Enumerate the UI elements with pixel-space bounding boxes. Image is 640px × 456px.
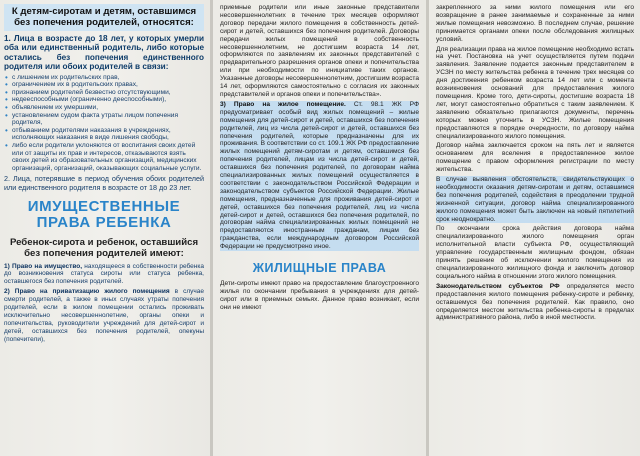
band-title: К детям-сиротам и детям, оставшимся без попечения родителей, относятся: xyxy=(11,6,197,28)
right-3-lead: 3) Право на жилое помещение. xyxy=(220,100,346,108)
property-rights-subheading: Ребенок-сирота и ребенок, оставшийся без попечения родителей имеют: xyxy=(9,236,199,259)
list-item: • отбыванием родителями наказания в учреждениях, исполняющих наказания в виде лишения свободы, xyxy=(4,127,204,142)
right-2-lead: 2) Право на приватизацию жилого помещения xyxy=(4,288,170,296)
item-1-text: 1. Лица в возрасте до 18 лет, у которых умерли оба или единственный родитель, либо которые остались без попечения единственного родителя или обоих родителей в связи: xyxy=(4,34,204,72)
paragraph: Для реализации права на жилое помещение необходимо встать на учет. Постановка на учет осуществляется путем подачи заявления. Заявление подается законным представителем в УСЗН по месту жительства ребенка в течение трех месяцев со дня достижения ребенком возраста 14 лет или с момента возникновения оснований для предоставления жилого помещения. Кроме того, дети-сироты, достигшие возраста 18 лет, могут самостоятельно обратиться с таким заявлением. К заявлению обязательно прилагаются документы, перечень которых можно уточнить в УСЗН. Жилые помещения предоставляются в порядке очередности, по договору найма специализированного жилого помещения. xyxy=(436,45,634,140)
paragraph: Договор найма заключается сроком на пять лет и является основанием для вселения в предоставленное жилое помещение с правом оформления регистрации по месту жительства. xyxy=(436,142,634,174)
right-2 xyxy=(4,288,204,343)
right-panel xyxy=(429,0,640,456)
property-rights-heading: ИМУЩЕСТВЕННЫЕ ПРАВА РЕБЕНКА xyxy=(27,197,181,231)
privatization-continued: приемные родители или иные законные представители несовершеннолетних в течение трех месяцев оформляют договор передачи жилого помещения в собственность детей-сирот и детей, оставшихся без попечения родителей. Договоры передачи жилых помещений в собственность несовершеннолетним, не достигшим возраста 14 лет, оформляются по заявлениям их законных представителей с предварительного разрешения органов опеки и попечительства или при необходимости по инициативе таких органов. Указанные договоры несовершеннолетним, достигшим возраста 14 лет, оформляются самостоятельно с согласия их законных представителей и органов опеки и попечительства». xyxy=(220,4,419,98)
right-3 xyxy=(220,101,419,251)
housing-rights-heading: ЖИЛИЩНЫЕ ПРАВА xyxy=(252,261,387,276)
left-panel xyxy=(0,0,210,456)
list-item: • либо если родители уклоняются от воспитания своих детей или от защиты их прав и интересов, отказываются взять своих детей из образовательных организаций, медицинских организаций, организаций, оказывающих социальные услуги. xyxy=(4,142,204,172)
para-6-lead: Законодательством субъектов РФ xyxy=(436,282,560,290)
list-item: • с лишением их родительских прав, xyxy=(4,74,204,82)
right-3-text: Ст. 98.1 ЖК РФ предусматривает особый вид жилых помещений – жилые помещения для детей-сирот и детей, оставшихся без попечения родителей, лиц из числа детей-сирот и детей, оставшихся без попечения родителей, которые предназначены для их проживания. В соответствии со ст. 109.1 ЖК РФ предоставление жилых помещений детям-сиротам и детям, оставшимся без попечения родителей, лицам из числа детей-сирот и детей, оставшихся без попечения родителей, по договорам найма специализированных жилых помещений осуществляется в соответствии с законодательством Российской Федерации и законодательством субъектов Российской Федерации. Жилые помещения, предназначенные для проживания детей-сирот и детей, оставшихся без попечения родителей, лиц из числа детей-сирот и детей, оставшихся без попечения родителей, по договорам найма специализированных жилых помещений не предоставляются иностранным гражданам, лицам без гражданства, если международным договором Российской Федерации не предусмотрено иное. xyxy=(220,100,419,251)
list-item: • установлением судом факта утраты лицом попечения родителя, xyxy=(4,112,204,127)
right-2-text: в случае смерти родителей, а также в иных случаях утраты попечения родителей, если в жилом помещении остались проживать исключительно несовершеннолетние, органы опеки и попечительства, руководители учреждений для детей-сирот и детей, оставшихся без попечения родителей, опекуны (попечители), xyxy=(4,288,204,343)
list-item: • ограничением их в родительских правах, xyxy=(4,81,204,89)
list-item: • объявлением их умершими, xyxy=(4,104,204,112)
housing-rights-text: Дети-сироты имеют право на предоставление благоустроенного жилья по окончании пребывания в учреждениях для детей-сирот или в приемных семьях. Данное право возникает, если они не имеют xyxy=(220,280,419,311)
list-item: • недееспособными (ограниченно дееспособными), xyxy=(4,96,204,104)
paragraph: В случае выявления обстоятельств, свидетельствующих о необходимости оказания детям-сиротам и детям, оставшимся без попечения родителей, содействия в преодолении трудной жизненной ситуации, договор найма специализированного жилого помещения может быть заключен на новый пятилетний срок неоднократно. xyxy=(436,176,634,223)
paragraph xyxy=(436,283,634,323)
reasons-list xyxy=(4,74,204,173)
right-1 xyxy=(4,263,204,287)
item-1 xyxy=(4,34,204,72)
paragraph: закрепленного за ними жилого помещения или его возвращение в ранее занимаемые и сохраненные за ними жилые помещения невозможно. В последнем случае, решение принимается органами опеки после обследования жилищных условий. xyxy=(436,4,634,43)
middle-panel xyxy=(213,0,426,456)
paragraph: По окончании срока действия договора найма специализированного жилого помещения орган исполнительной власти субъекта РФ, осуществляющий управление государственным жилищным фондом, обязан принять решение об исключении жилого помещения из специализированного жилищного фонда и заключить договор социального найма в отношении этого жилого помещения. xyxy=(436,225,634,280)
para-6-text: определяется место предоставления жилого помещения ребенку-сироте и ребенку, оставшемуся без попечения родителей. Как правило, оно определяется местом жительства ребенка-сироты в пределах административного района, либо в иной местности. xyxy=(436,282,634,322)
item-2: 2. Лица, потерявшие в период обучения обоих родителей или единственного родителя в возрасте от 18 до 23 лет. xyxy=(4,174,204,192)
definition-band xyxy=(4,4,204,31)
right-1-text: находящееся в собственности ребенка до возникновения статуса сироты или статуса ребенка, оставшегося без попечения родителей. xyxy=(4,262,204,286)
list-item: • признанием родителей безвестно отсутствующими, xyxy=(4,89,204,97)
right-1-lead: 1) Право на имущество, xyxy=(4,262,83,270)
